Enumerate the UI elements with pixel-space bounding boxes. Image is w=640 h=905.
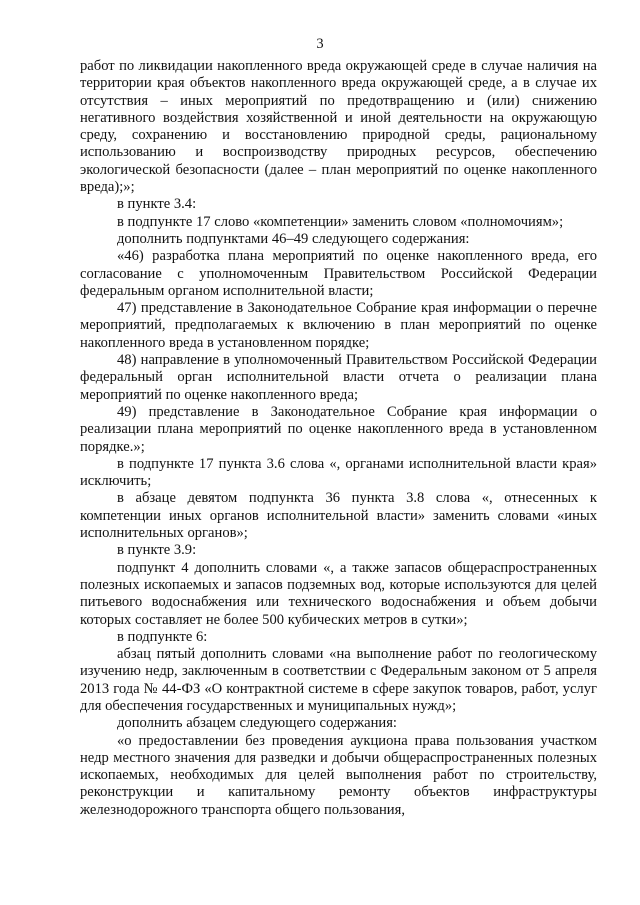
paragraph: работ по ликвидации накопленного вреда окружающей среде в случае наличия на территории края объектов накопленного вреда окружающей среде, а в случае их отсутствия – иных мероприятий по предотвращению и (или) снижению негативного воздействия хозяйственной и иной деятельности на окружающую среду, сохранению и восстановлению природной среды, рациональному использованию и воспроизводству природных ресурсов, обеспечению экологической безопасности (далее – план мероприятий по оценке накопленного вреда);»; [80, 58, 597, 196]
document-body [80, 58, 597, 819]
paragraph: в пункте 3.4: [117, 196, 197, 213]
paragraph: абзац пятый дополнить словами «на выполнение работ по геологическому изучению недр, заключенным в соответствии с Федеральным законом от 5 апреля 2013 года № 44-ФЗ «О контрактной системе в сфере закупок товаров, работ, услуг для обеспечения государственных и муниципальных нужд»; [80, 646, 597, 714]
paragraph: «46) разработка плана мероприятий по оценке накопленного вреда, его согласование с уполномоченным Правительством Российской Федерации федеральным органом исполнительной власти; [80, 248, 597, 299]
paragraph: дополнить абзацем следующего содержания: [117, 715, 397, 732]
paragraph: дополнить подпунктами 46–49 следующего содержания: [117, 230, 470, 247]
paragraph: подпункт 4 дополнить словами «, а также запасов общераспространенных полезных ископаемых и запасов подземных вод, которые используются для целей питьевого водоснабжения или технического водоснабжения и объем добычи которых составляет не более 500 кубических метров в сутки»; [80, 559, 597, 628]
paragraph: в подпункте 6: [117, 628, 208, 645]
paragraph: в подпункте 17 слово «компетенции» заменить словом «полномочиям»; [117, 213, 564, 230]
page-number: 3 [316, 36, 324, 52]
paragraph: 48) направление в уполномоченный Правительством Российской Федерации федеральный орган исполнительной власти отчета о реализации плана мероприятий по оценке накопленного вреда; [80, 352, 597, 403]
paragraph: в подпункте 17 пункта 3.6 слова «, органами исполнительной власти края» исключить; [80, 455, 597, 490]
paragraph: 49) представление в Законодательное Собрание края информации о реализации плана мероприятий по оценке накопленного вреда в установленном порядке.»; [80, 403, 597, 455]
paragraph: в пункте 3.9: [117, 542, 197, 559]
paragraph: 47) представление в Законодательное Собрание края информации о перечне мероприятий, предполагаемых к включению в план мероприятий по оценке накопленного вреда в установленном порядке; [80, 300, 597, 351]
paragraph: «о предоставлении без проведения аукциона права пользования участком недр местного значения для разведки и добычи общераспространенных полезных ископаемых, необходимых для целей выполнения работ по строительству, реконструкции и капитальному ремонту объектов инфраструктуры железнодорожного транспорта общего пользования, [80, 732, 597, 818]
paragraph: в абзаце девятом подпункта 36 пункта 3.8 слова «, отнесенных к компетенции иных органов исполнительной власти» заменить словами «иных исполнительных органов»; [80, 490, 597, 542]
